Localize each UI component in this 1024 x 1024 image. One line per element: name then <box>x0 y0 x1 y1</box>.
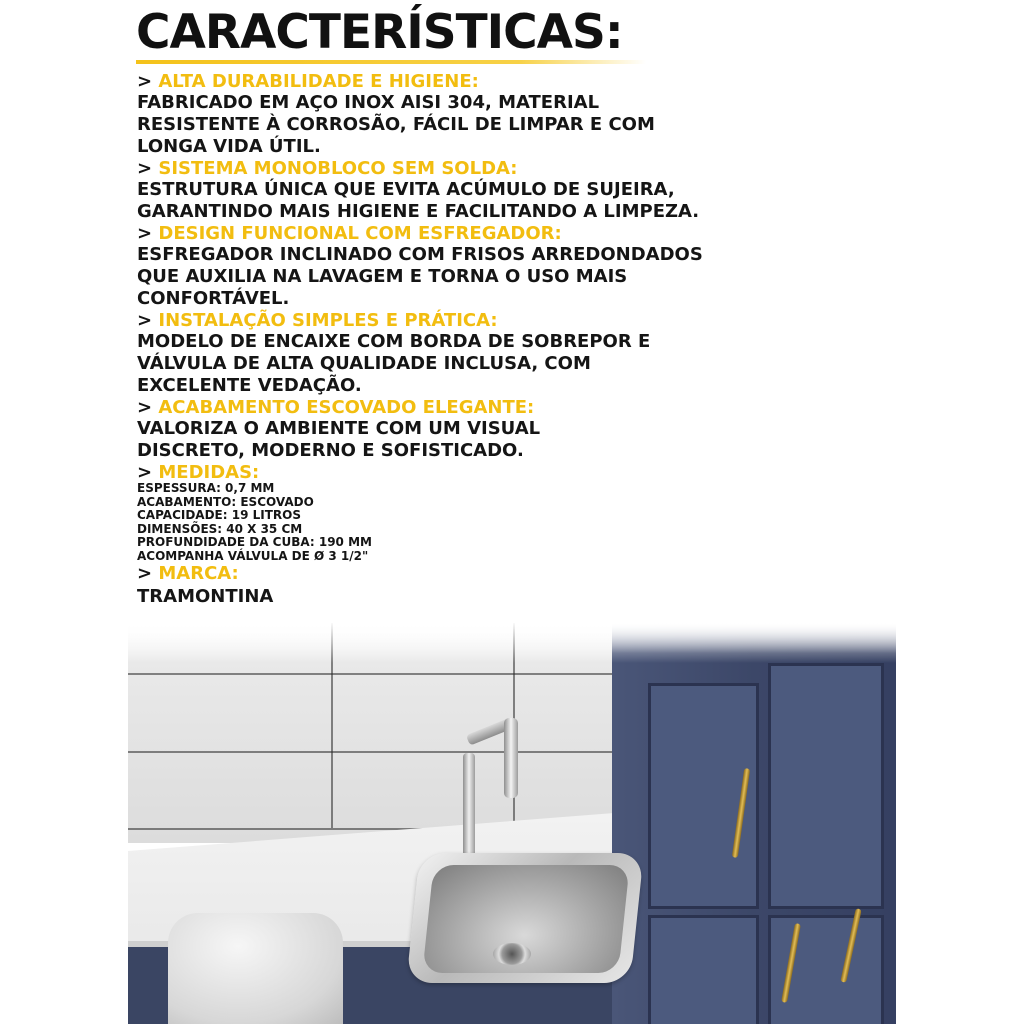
section-heading-label: DESIGN FUNCIONAL COM ESFREGADOR: <box>158 223 562 244</box>
section-text-line: LONGA VIDA ÚTIL. <box>137 136 321 157</box>
section-text-line: CONFORTÁVEL. <box>137 288 290 309</box>
faucet-spout <box>504 718 518 798</box>
faucet <box>463 753 475 863</box>
spec-item: DIMENSÕES: 40 X 35 CM <box>137 521 303 536</box>
spec-item: ACABAMENTO: ESCOVADO <box>137 494 314 509</box>
feature-section-finish <box>137 397 777 462</box>
section-text-line: EXCELENTE VEDAÇÃO. <box>137 375 362 396</box>
sink-drain <box>493 943 531 965</box>
section-heading-label: ACABAMENTO ESCOVADO ELEGANTE: <box>158 397 535 418</box>
feature-section-monobloco <box>137 158 777 223</box>
section-heading <box>137 310 777 331</box>
bullet-arrow: > <box>137 462 153 483</box>
product-photo <box>128 623 896 1024</box>
section-heading-label: MEDIDAS: <box>158 462 260 483</box>
section-text-line: VALORIZA O AMBIENTE COM UM VISUAL <box>137 418 541 439</box>
bullet-arrow: > <box>137 223 153 244</box>
section-heading <box>137 462 777 483</box>
section-heading-label: INSTALAÇÃO SIMPLES E PRÁTICA: <box>158 310 498 331</box>
spec-item: ESPESSURA: 0,7 MM <box>137 481 275 495</box>
section-text-line: VÁLVULA DE ALTA QUALIDADE INCLUSA, COM <box>137 353 591 374</box>
bullet-arrow: > <box>137 563 153 584</box>
bullet-arrow: > <box>137 158 153 179</box>
bullet-arrow: > <box>137 310 153 331</box>
section-heading <box>137 223 777 244</box>
feature-section-durability <box>137 71 777 158</box>
section-heading <box>137 563 777 584</box>
section-heading <box>137 397 777 418</box>
section-heading-label: MARCA: <box>158 563 239 584</box>
cabinet-door <box>648 915 759 1024</box>
spec-item: CAPACIDADE: 19 LITROS <box>137 508 301 522</box>
feature-list <box>137 71 777 608</box>
measures-section <box>137 462 777 563</box>
tile-joint <box>128 673 628 675</box>
section-text-line: MODELO DE ENCAIXE COM BORDA DE SOBREPOR E <box>137 331 651 352</box>
page-title: CARACTERÍSTICAS: <box>136 5 623 60</box>
bullet-arrow: > <box>137 71 153 92</box>
section-text-line: QUE AUXILIA NA LAVAGEM E TORNA O USO MAIS <box>137 266 628 287</box>
brand-name: TRAMONTINA <box>137 586 274 607</box>
bullet-arrow: > <box>137 397 153 418</box>
section-text-line: FABRICADO EM AÇO INOX AISI 304, MATERIAL <box>137 92 600 113</box>
feature-section-installation <box>137 310 777 397</box>
tile-joint <box>128 751 628 753</box>
spec-item: ACOMPANHA VÁLVULA DE Ø 3 1/2" <box>137 548 369 563</box>
section-heading <box>137 71 777 92</box>
section-text-line: RESISTENTE À CORROSÃO, FÁCIL DE LIMPAR E COM <box>137 114 655 135</box>
brand-section <box>137 563 777 608</box>
spec-list <box>137 482 777 563</box>
title-underline <box>136 60 646 64</box>
spec-item: PROFUNDIDADE DA CUBA: 190 MM <box>137 535 372 549</box>
section-heading-label: SISTEMA MONOBLOCO SEM SOLDA: <box>158 158 518 179</box>
photo-fade <box>128 623 896 663</box>
feature-section-design <box>137 223 777 310</box>
section-heading-label: ALTA DURABILIDADE E HIGIENE: <box>158 71 479 92</box>
section-heading <box>137 158 777 179</box>
cabinet-door <box>768 663 884 909</box>
cabinet-door <box>768 915 884 1024</box>
section-text-line: ESFREGADOR INCLINADO COM FRISOS ARREDONDADOS <box>137 244 703 265</box>
section-text-line: DISCRETO, MODERNO E SOFISTICADO. <box>137 440 524 461</box>
folded-towel <box>168 913 343 1024</box>
section-text-line: ESTRUTURA ÚNICA QUE EVITA ACÚMULO DE SUJEIRA, <box>137 179 675 200</box>
section-text-line: GARANTINDO MAIS HIGIENE E FACILITANDO A LIMPEZA. <box>137 201 700 222</box>
